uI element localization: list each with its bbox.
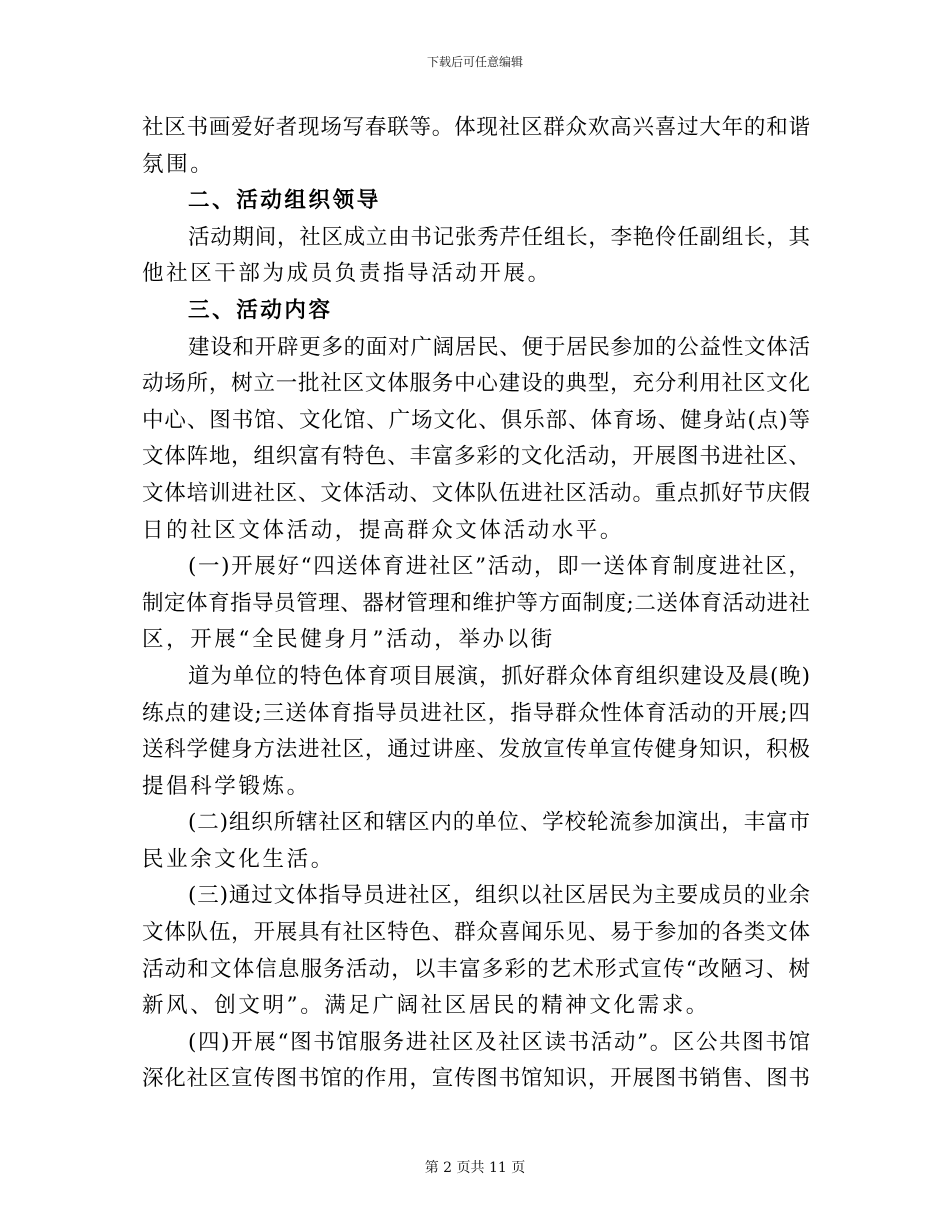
paragraph-line: (二)组织所辖社区和辖区内的单位、学校轮流参加演出，丰富市 <box>188 810 810 836</box>
paragraph-line: 送科学健身方法进社区，通过讲座、发放宣传单宣传健身知识，积极 <box>142 737 810 763</box>
document-body <box>142 110 810 1098</box>
paragraph-line: 建设和开辟更多的面对广阔居民、便于居民参加的公益性文体活 <box>188 334 810 360</box>
paragraph-line: 文体队伍，开展具有社区特色、群众喜闻乐见、易于参加的各类文体 <box>142 920 810 946</box>
paragraph-line: 新风、创文明”。满足广阔社区居民的精神文化需求。 <box>142 993 710 1019</box>
section-heading: 二、活动组织领导 <box>188 188 381 214</box>
paragraph-line: 活动和文体信息服务活动，以丰富多彩的艺术形式宣传“改陋习、树 <box>142 956 810 982</box>
paragraph-line: 日的社区文体活动，提高群众文体活动水平。 <box>142 517 625 543</box>
paragraph-line: 制定体育指导员管理、器材管理和维护等方面制度;二送体育活动进社 <box>142 590 810 616</box>
paragraph-line: 练点的建设;三送体育指导员进社区，指导群众性体育活动的开展;四 <box>142 700 810 726</box>
paragraph-line: 社区书画爱好者现场写春联等。体现社区群众欢高兴喜过大年的和谐 <box>142 115 810 140</box>
paragraph-line: 提倡科学锻炼。 <box>142 773 311 799</box>
paragraph-line: (三)通过文体指导员进社区，组织以社区居民为主要成员的业余 <box>188 883 810 909</box>
section-heading: 三、活动内容 <box>188 297 333 323</box>
paragraph-line: 民业余文化生活。 <box>142 846 335 872</box>
paragraph-line: 他社区干部为成员负责指导活动开展。 <box>142 261 552 287</box>
paragraph-line: 文体阵地，组织富有特色、丰富多彩的文化活动，开展图书进社区、 <box>142 444 810 470</box>
page-header: 下载后可任意编辑 <box>426 55 523 69</box>
paragraph-line: (四)开展“图书馆服务进社区及社区读书活动”。区公共图书馆 <box>188 1029 810 1055</box>
paragraph-line: 区，开展“全民健身月”活动，举办以街 <box>142 627 555 653</box>
paragraph-line: 动场所，树立一批社区文体服务中心建设的典型，充分利用社区文化 <box>142 371 810 397</box>
paragraph-line: (一)开展好“四送体育进社区”活动，即一送体育制度进社区， <box>188 554 810 580</box>
page-footer: 第 2 页共 11 页 <box>424 1160 526 1176</box>
paragraph-line: 道为单位的特色体育项目展演，抓好群众体育组织建设及晨(晚) <box>188 663 810 689</box>
paragraph-line: 中心、图书馆、文化馆、广场文化、俱乐部、体育场、健身站(点)等 <box>142 407 810 433</box>
paragraph-line: 活动期间，社区成立由书记张秀芹任组长，李艳伶任副组长，其 <box>188 224 810 250</box>
paragraph-line: 深化社区宣传图书馆的作用，宣传图书馆知识，开展图书销售、图书 <box>142 1066 810 1092</box>
paragraph-line: 氛围。 <box>142 151 215 177</box>
paragraph-line: 文体培训进社区、文体活动、文体队伍进社区活动。重点抓好节庆假 <box>142 480 810 506</box>
